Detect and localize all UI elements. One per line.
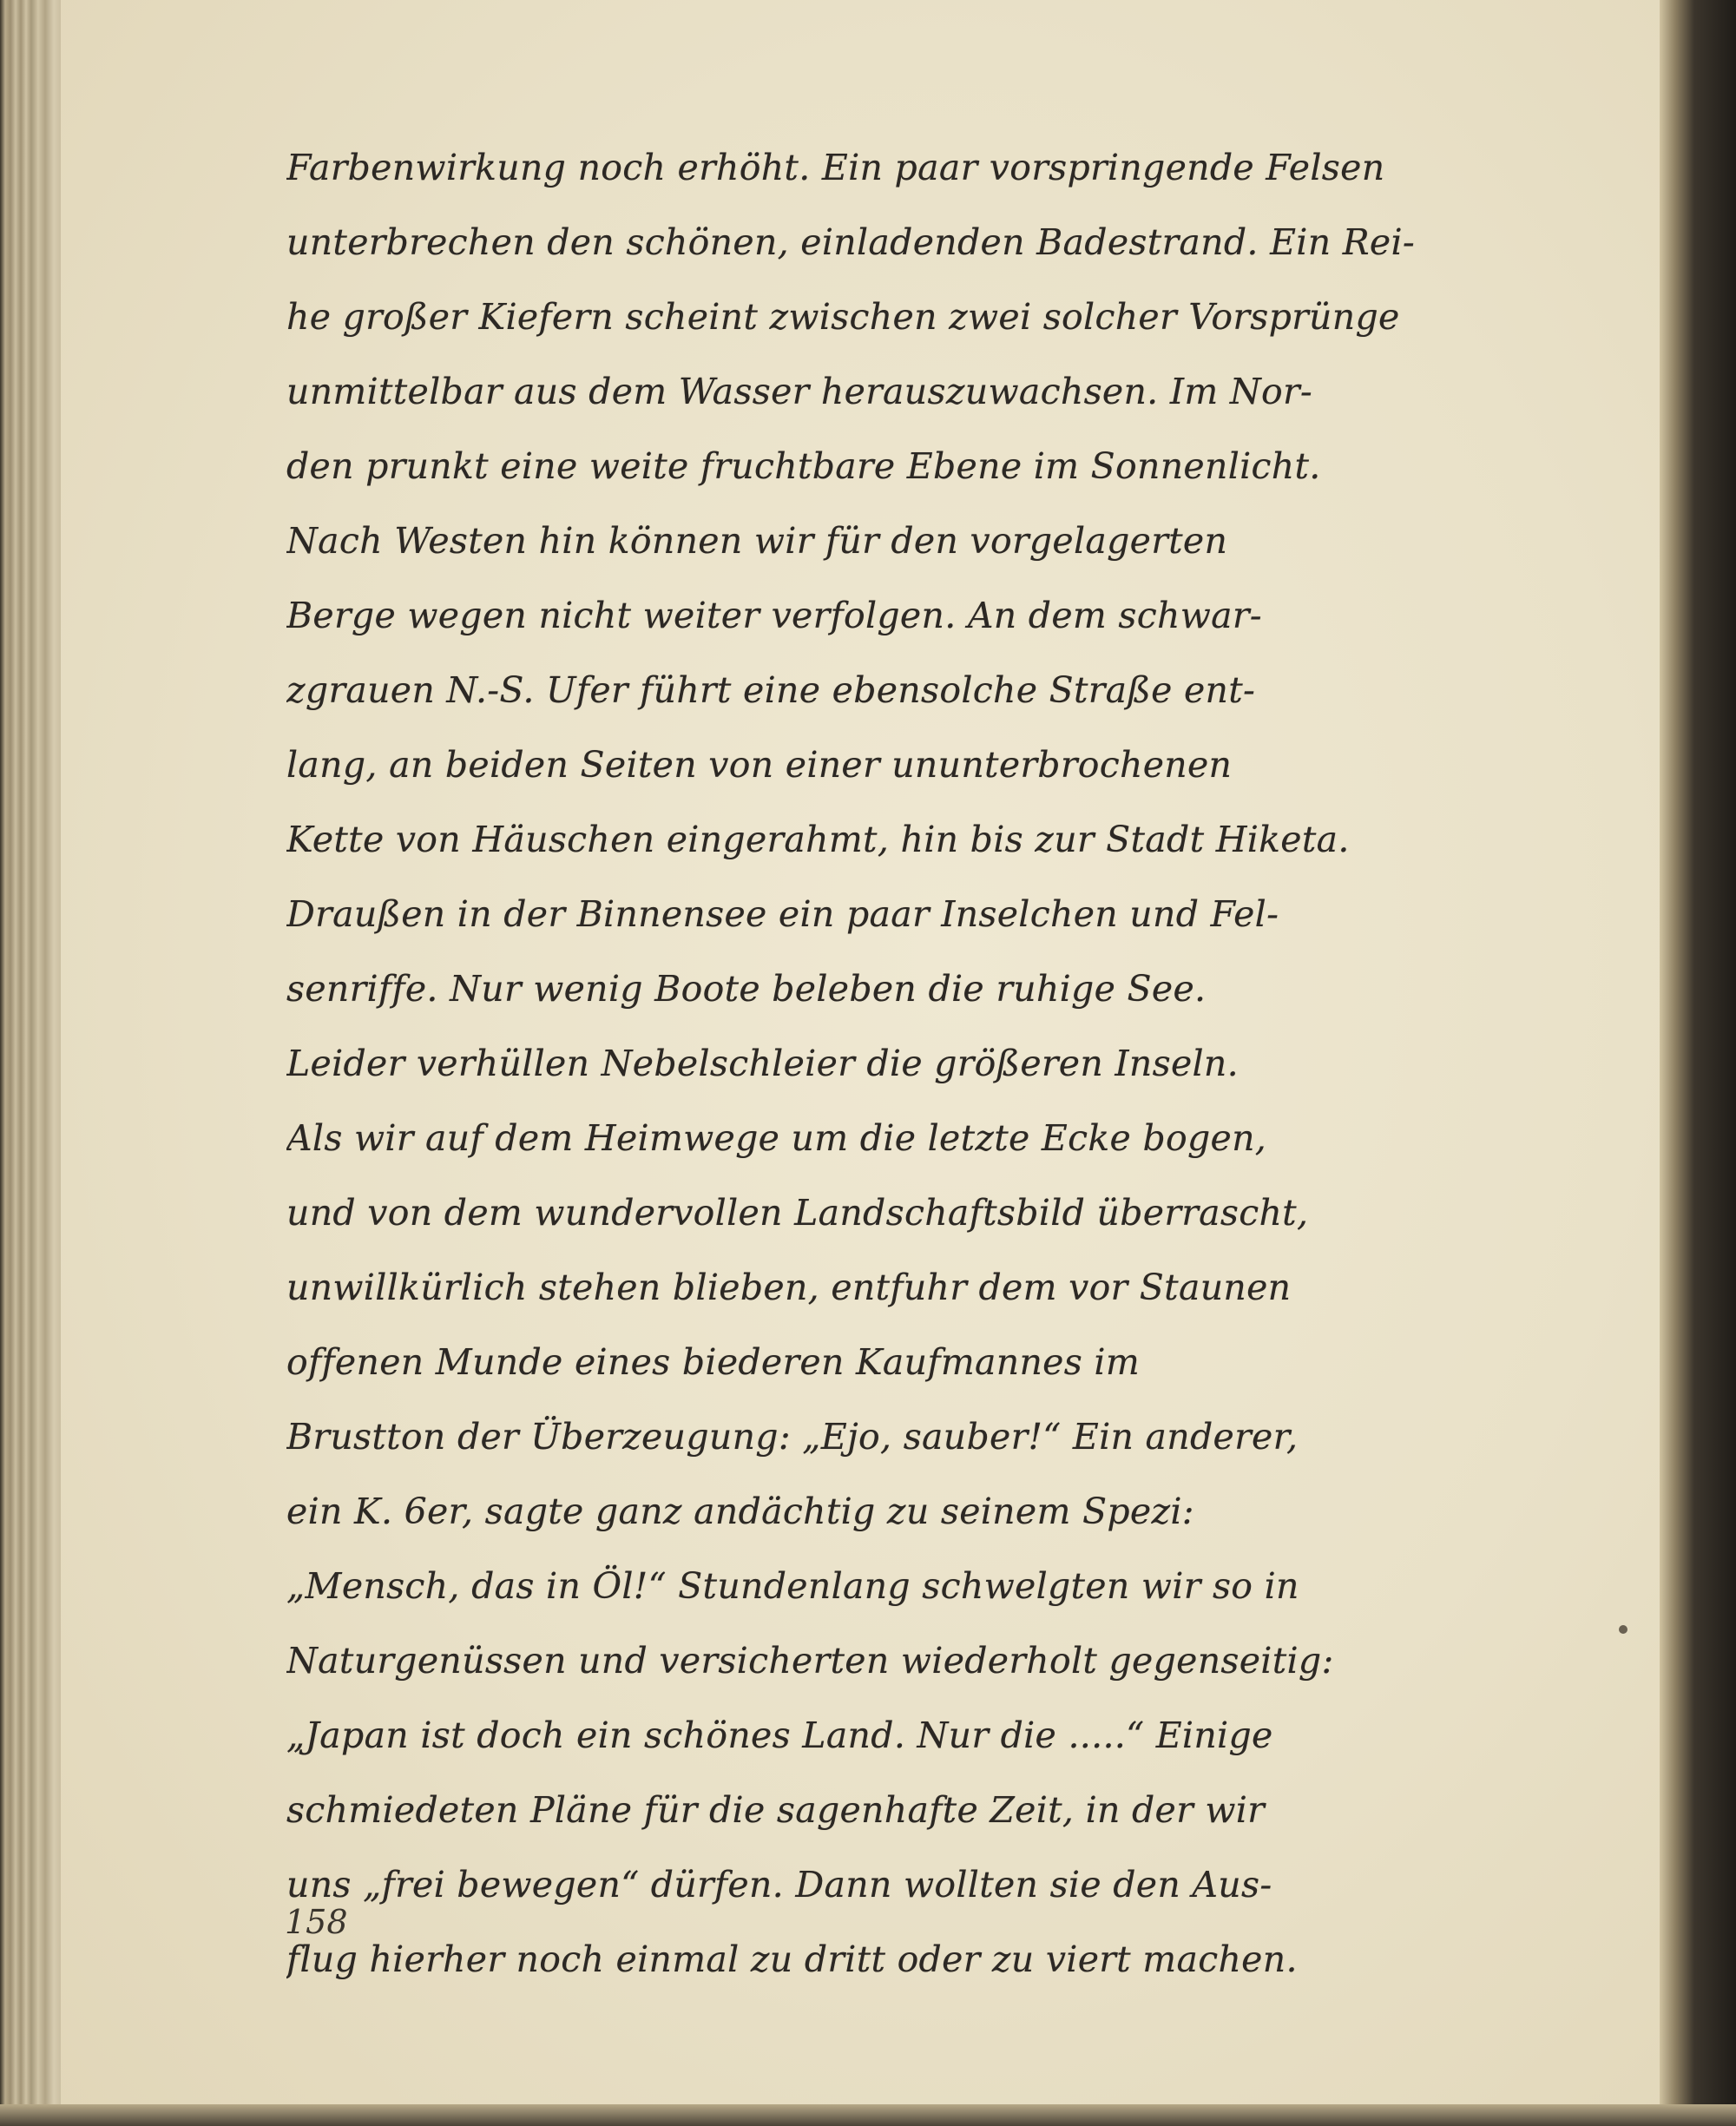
text-line: ein K. 6er, sagte ganz andächtig zu seinem Spezi: [286, 1491, 1194, 1532]
text-line: schmiedeten Pläne für die sagenhafte Zeit, in der wir [286, 1789, 1266, 1831]
ink-spot [1619, 1625, 1628, 1634]
page-bottom-edge [0, 2104, 1736, 2126]
text-line: den prunkt eine weite fruchtbare Ebene im Sonnenlicht. [286, 445, 1321, 487]
text-line: flug hierher noch einmal zu dritt oder zu viert machen. [286, 1938, 1298, 1980]
text-line: „Mensch, das in Öl!“ Stundenlang schwelgten wir so in [286, 1565, 1299, 1607]
text-line: senriffe. Nur wenig Boote beleben die ruhige See. [286, 968, 1207, 1010]
page-number: 158 [285, 1903, 348, 1941]
text-line: offenen Munde eines biederen Kaufmannes im [286, 1341, 1141, 1383]
text-line: Berge wegen nicht weiter verfolgen. An dem schwar- [286, 595, 1262, 636]
text-line: unmittelbar aus dem Wasser herauszuwachsen. Im Nor- [286, 371, 1313, 412]
text-line: Kette von Häuschen eingerahmt, hin bis zur Stadt Hiketa. [286, 819, 1350, 860]
text-line: „Japan ist doch ein schönes Land. Nur die .....“ Einige [286, 1715, 1273, 1756]
text-line: he großer Kiefern scheint zwischen zwei solcher Vorsprünge [286, 296, 1400, 338]
text-line: Als wir auf dem Heimwege um die letzte Ecke bogen, [286, 1117, 1267, 1159]
book-gutter-shadow [1660, 0, 1736, 2126]
text-line: Nach Westen hin können wir für den vorgelagerten [286, 520, 1228, 562]
text-line: Draußen in der Binnensee ein paar Inselchen und Fel- [286, 893, 1279, 935]
text-line: lang, an beiden Seiten von einer ununterbrochenen [286, 744, 1233, 786]
text-line: uns „frei bewegen“ dürfen. Dann wollten sie den Aus- [286, 1864, 1272, 1906]
text-line: Brustton der Überzeugung: „Ejo, sauber!“ Ein anderer, [286, 1416, 1299, 1458]
text-line: unwillkürlich stehen blieben, entfuhr dem vor Staunen [286, 1267, 1292, 1308]
text-line: und von dem wundervollen Landschaftsbild überrascht, [286, 1192, 1309, 1234]
text-line: unterbrechen den schönen, einladenden Badestrand. Ein Rei- [286, 221, 1416, 263]
text-line: Naturgenüssen und versicherten wiederholt gegenseitig: [286, 1640, 1334, 1682]
text-line: Farbenwirkung noch erhöht. Ein paar vorspringende Felsen [286, 147, 1385, 188]
text-line: Leider verhüllen Nebelschleier die größeren Inseln. [286, 1043, 1239, 1084]
text-line: zgrauen N.-S. Ufer führt eine ebensolche Straße ent- [286, 669, 1256, 711]
